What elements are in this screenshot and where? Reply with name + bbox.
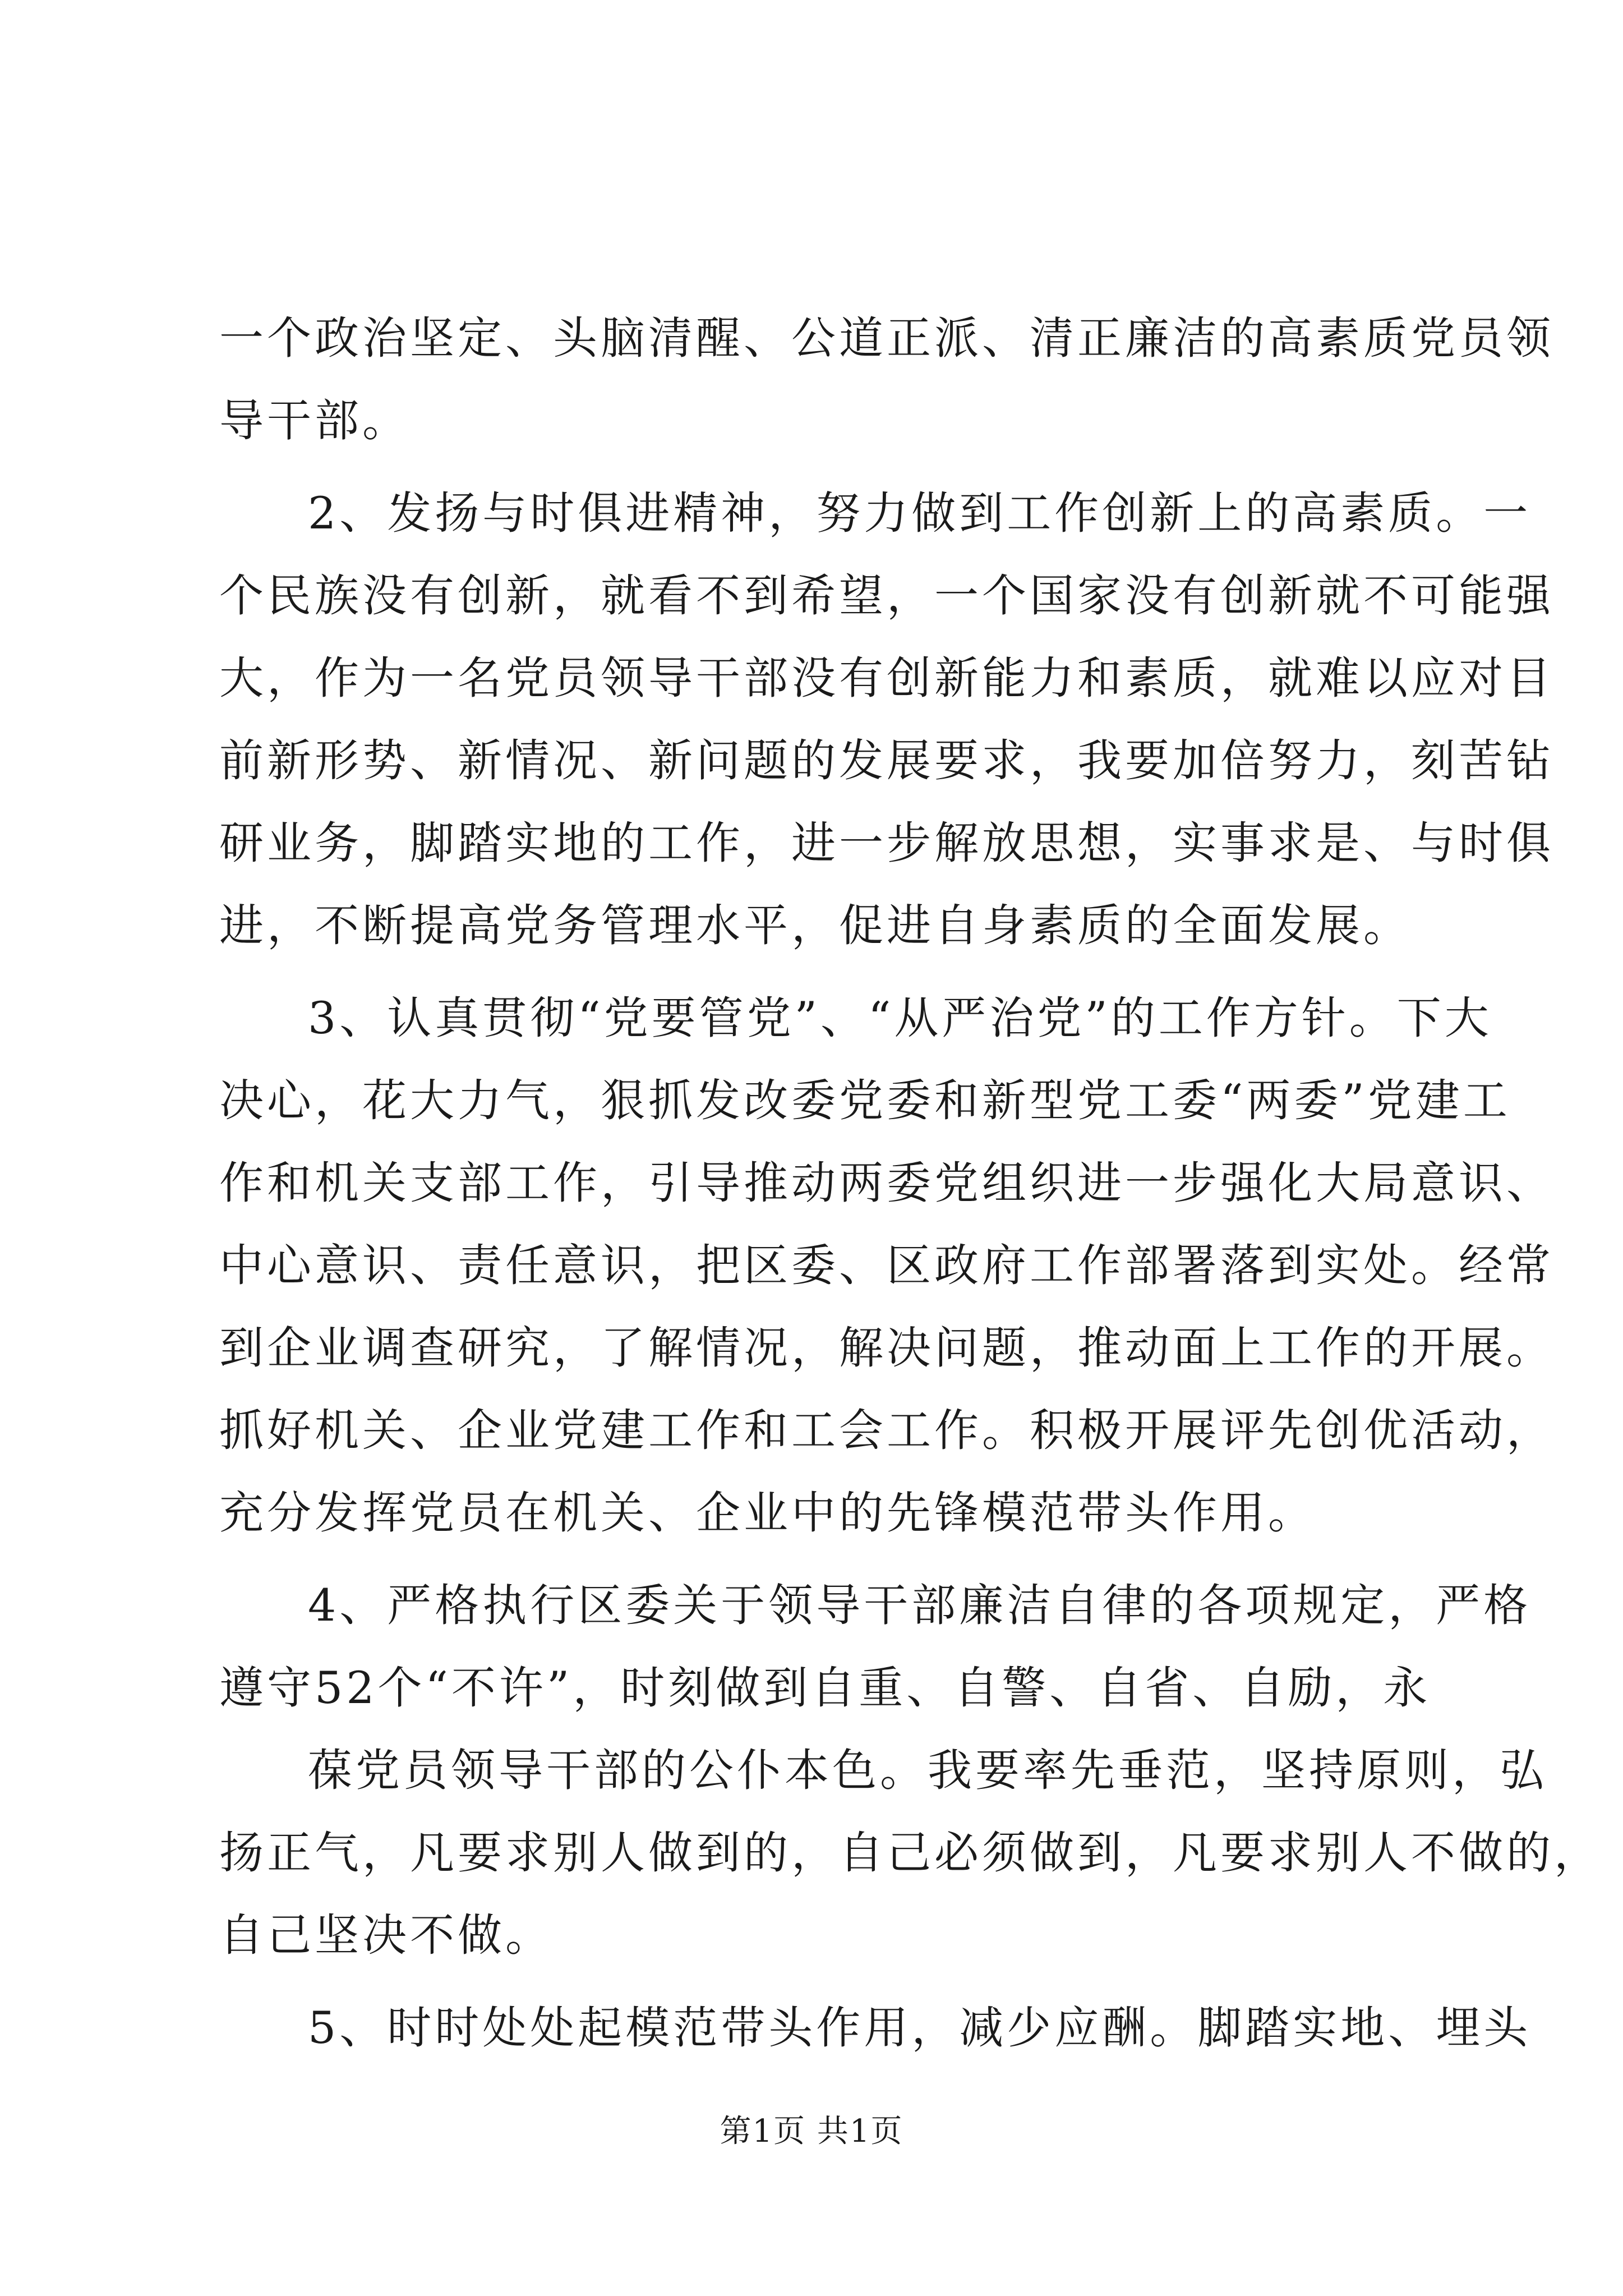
paragraph-2-line: 2、发扬与时俱进精神，努力做到工作创新上的高素质。一 <box>308 487 1532 539</box>
text-line: 决心，花大力气，狠抓发改委党委和新型党工委“两委”党建工 <box>219 1075 1511 1126</box>
document-body <box>219 297 1602 2069</box>
text-line: 一个政治坚定、头脑清醒、公道正派、清正廉洁的高素质党员领 <box>219 312 1554 364</box>
text-line: 作和机关支部工作，引导推动两委党组织进一步强化大局意识、 <box>219 1157 1554 1209</box>
page-number-footer: 第1页 共1页 <box>720 2113 903 2150</box>
text-line: 抓好机关、企业党建工作和工会工作。积极开展评先创优活动， <box>219 1405 1554 1456</box>
text-line: 前新形势、新情况、新问题的发展要求，我要加倍努力，刻苦钻 <box>219 735 1554 786</box>
text-line: 中心意识、责任意识，把区委、区政府工作部署落到实处。经常 <box>219 1240 1554 1291</box>
paragraph-continuation-line: 葆党员领导干部的公仆本色。我要率先垂范，坚持原则，弘 <box>308 1745 1547 1796</box>
text-line: 到企业调查研究，了解情况，解决问题，推动面上工作的开展。 <box>219 1322 1554 1374</box>
paragraph-3-line: 3、认真贯彻“党要管党”、“从严治党”的工作方针。下大 <box>308 992 1492 1044</box>
text-line: 个民族没有创新，就看不到希望，一个国家没有创新就不可能强 <box>219 570 1554 622</box>
text-line: 扬正气，凡要求别人做到的，自己必须做到，凡要求别人不做的， <box>219 1827 1602 1879</box>
text-line: 充分发挥党员在机关、企业中的先锋模范带头作用。 <box>219 1487 1316 1539</box>
text-line: 大，作为一名党员领导干部没有创新能力和素质，就难以应对目 <box>219 652 1554 704</box>
text-line: 自己坚决不做。 <box>219 1910 553 1961</box>
paragraph-4-line: 4、严格执行区委关于领导干部廉洁自律的各项规定，严格 <box>308 1580 1532 1631</box>
text-line: 进，不断提高党务管理水平，促进自身素质的全面发展。 <box>219 900 1411 951</box>
text-line: 导干部。 <box>219 395 410 447</box>
text-line: 研业务，脚踏实地的工作，进一步解放思想，实事求是、与时俱 <box>219 817 1554 869</box>
paragraph-5-line: 5、时时处处起模范带头作用，减少应酬。脚踏实地、埋头 <box>308 2002 1532 2054</box>
text-line: 遵守52个“不许”，时刻做到自重、自警、自省、自励，永 <box>219 1662 1431 1714</box>
